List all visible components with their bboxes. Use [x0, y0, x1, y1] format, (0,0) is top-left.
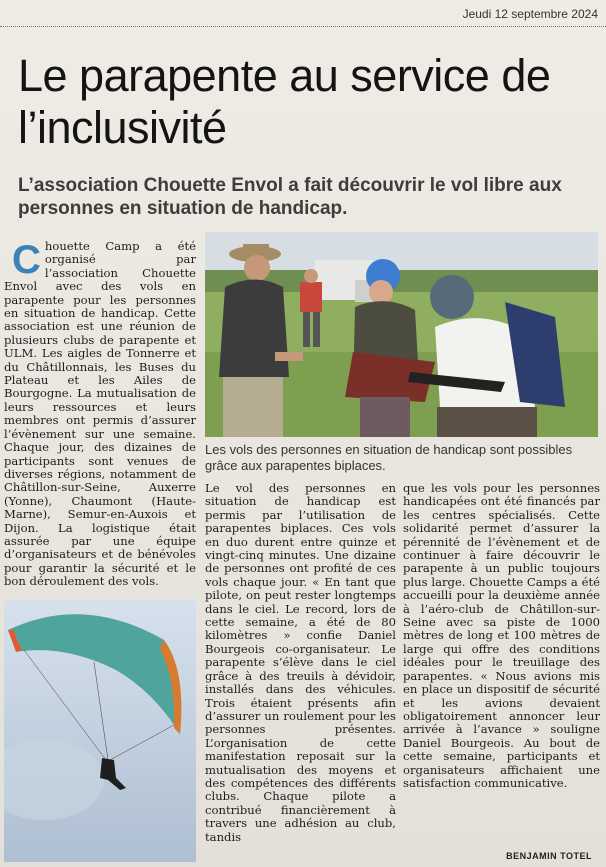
byline: BENJAMIN TOTEL	[506, 851, 592, 861]
body-column-3: que les vols pour les personnes handicapées ont été financés par les centres spécialisés. Cette solidarité permet d’assurer la pérennité de l’évènement et de continuer à faire découvrir le parapente à un public toujours plus large. Chouette Camps a été accueilli pour la deuxième année à l’aéro-club de Châtillon-sur-Seine avec sa piste de 1000 mètres de long et 100 mètres de large qui offre des conditions idéales pour le treuillage des parapentes. « Nous avions mis en place un dispositif de sécurité et les avions devaient obligatoirement annoncer leur arrivée à l’avance » souligne Daniel Bourgeois. Au bout de cette semaine, participants et organisateurs affichaient une satisfaction communicative.	[403, 481, 600, 790]
subtitle: L’association Chouette Envol a fait découvrir le vol libre aux personnes en situation de handicap.	[18, 175, 562, 219]
issue-date: Jeudi 12 septembre 2024	[462, 7, 598, 21]
body-text-column-1: houette Camp a été organisé par l’association Chouette Envol avec des vols en parapente pour les personnes en situation de handicap. Cette association est une réunion de plusieurs clubs de parapente et ULM. Les aigles de Tonnerre et du Châtillonnais, les Buses du Plateau et les Ailes de Bourgogne. La mutualisation de leurs ressources et leurs membres ont permis d’assurer l’évènement sur une semaine. Chaque jour, des dizaines de participants sont venues de diverses régions, notamment de Châtillon-sur-Seine, Auxerre (Yonne), Chaumont (Haute-Marne), Semur-en-Auxois et Dijon. La logistique était assurée par une équipe d’organisateurs et de bénévoles pour garantir la sécurité et le bon déroulement des vols.	[4, 239, 196, 589]
header-divider	[0, 26, 606, 27]
headline: Le parapente au service de l’inclusivité	[18, 50, 551, 153]
body-column-1	[4, 240, 196, 589]
body-column-2: Le vol des personnes en situation de handicap est permis par l’utilisation de parapentes biplaces. Ces vols en duo durent entre quinze et vingt-cinq minutes. Une dizaine de personnes ont profité de ces vols chaque jour. « En tant que pilote, on peut rester longtemps dans le ciel. Le record, lors de cette semaine, a été de 80 kilomètres » confie Daniel Bourgeois co-organisateur. Le parapente s’élève dans le ciel grâce à des treuils à dévidoir, installés dans des véhicules. Trois étaient présents afin d’assurer un roulement pour les personnes présentes. L’organisation de cette manifestation reposait sur la mutualisation des moyens et des compétences des différents clubs. Chaque pilote a contribué financièrement à travers une adhésion au club, tandis	[205, 481, 396, 844]
main-photo	[205, 232, 598, 437]
paraglider-photo	[4, 600, 196, 862]
drop-cap: C	[12, 238, 41, 282]
photo-caption: Les vols des personnes en situation de handicap sont possibles grâce aux parapentes biplaces.	[205, 442, 573, 473]
